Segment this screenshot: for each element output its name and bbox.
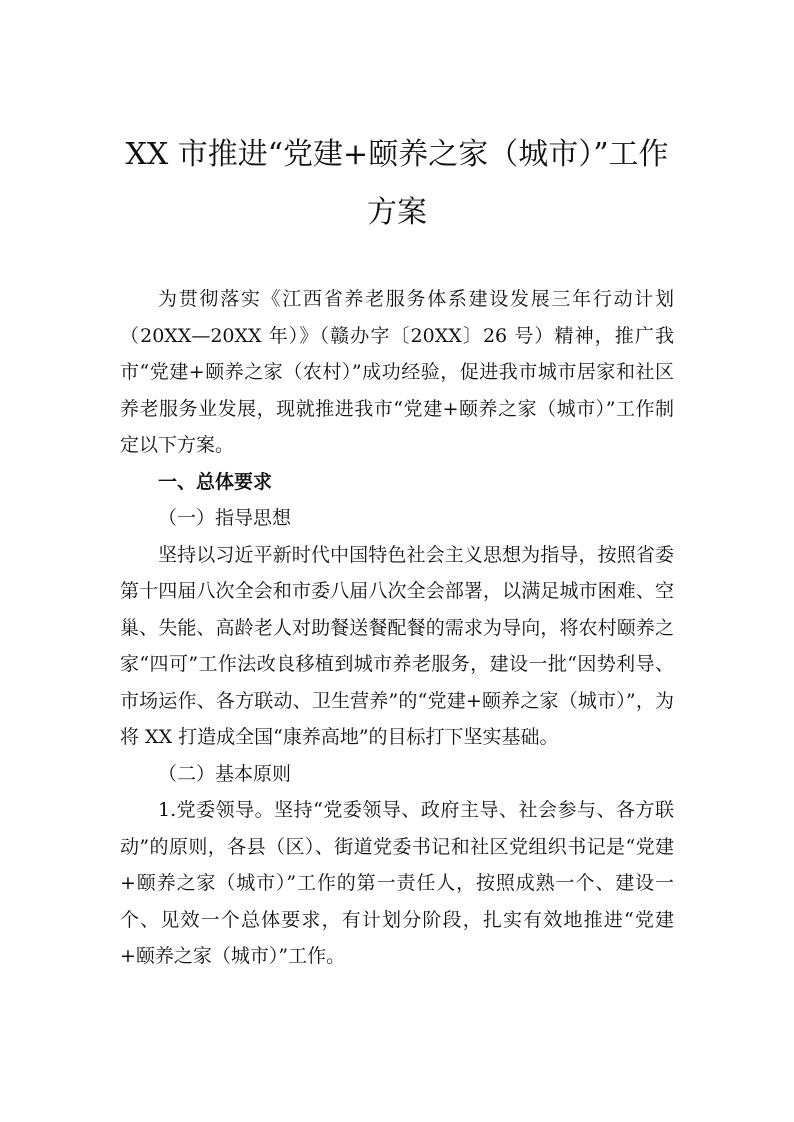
document-body	[120, 281, 674, 975]
guiding-ideology-paragraph: 坚持以习近平新时代中国特色社会主义思想为指导，按照省委第十四届八次全会和市委八届八次全会部署，以满足城市困难、空巢、失能、高龄老人对助餐送餐配餐的需求为导向，将农村颐养之家“四可”工作法改良移植到城市养老服务，建设一批“因势利导、市场运作、各方联动、卫生营养”的“党建+颐养之家（城市）”，为将 XX 打造成全国“康养高地”的目标打下坚实基础。	[120, 543, 674, 748]
subsection-heading-basic-principles: （二）基本原则	[158, 762, 292, 785]
document-title-line-2: 方案	[367, 195, 427, 230]
document-title-line-1: XX 市推进“党建+颐养之家（城市）”工作	[125, 137, 669, 172]
intro-paragraph: 为贯彻落实《江西省养老服务体系建设发展三年行动计划（20XX—20XX 年）》（赣办字〔20XX〕26 号）精神，推广我市“党建+颐养之家（农村）”成功经验，促进我市城市居家和社区养老服务业发展，现就推进我市“党建+颐养之家（城市）”工作制定以下方案。	[120, 288, 674, 456]
section-heading-overall-requirements: 一、总体要求	[158, 470, 273, 493]
subsection-heading-guiding-ideology: （一）指导思想	[158, 507, 292, 529]
principle-paragraph-1: 1.党委领导。坚持“党委领导、政府主导、社会参与、各方联动”的原则，各县（区）、街道党委书记和社区党组织书记是“党建+颐养之家（城市）”工作的第一责任人，按照成熟一个、建设一个、见效一个总体要求，有计划分阶段，扎实有效地推进“党建+颐养之家（城市）”工作。	[120, 799, 674, 967]
